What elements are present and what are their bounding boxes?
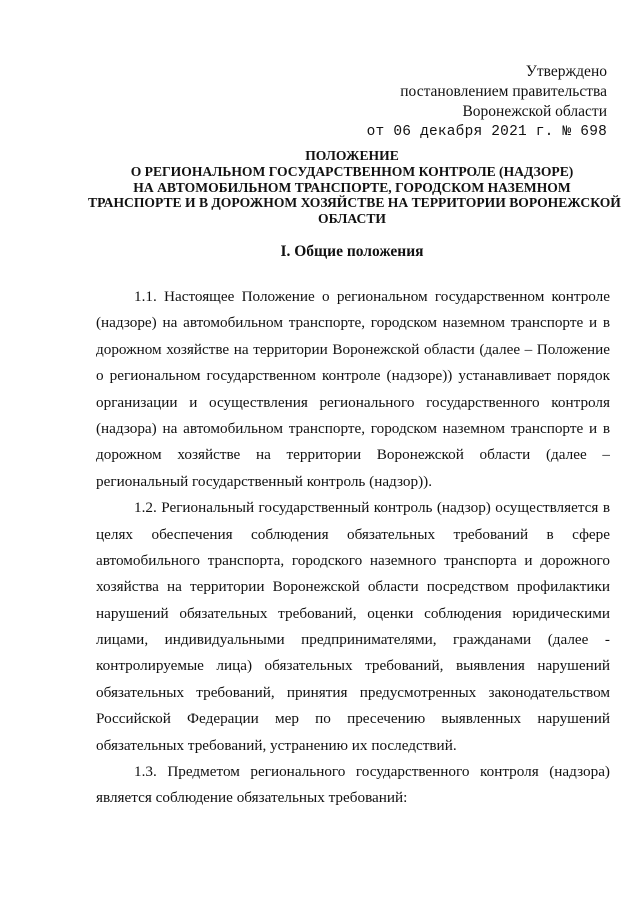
section-heading: I. Общие положения bbox=[280, 243, 424, 260]
paragraph-line: 1.2. Региональный государственный контроль (надзор) осуществляется в bbox=[134, 499, 610, 517]
title-line: ТРАНСПОРТЕ И В ДОРОЖНОМ ХОЗЯЙСТВЕ НА ТЕРРИТОРИИ ВОРОНЕЖСКОЙ bbox=[88, 195, 621, 211]
paragraph-line: является соблюдение обязательных требований: bbox=[96, 789, 408, 807]
paragraph-line: 1.3. Предметом регионального государственного контроля (надзора) bbox=[134, 763, 610, 781]
paragraph-line: о региональном государственном контроле (надзоре)) устанавливает порядок bbox=[96, 367, 610, 385]
paragraph-line: лицами, индивидуальными предпринимателями, гражданами (далее - bbox=[96, 631, 610, 649]
paragraph-line: нарушений обязательных требований, оценки соблюдения юридическими bbox=[96, 604, 610, 622]
paragraph-line: (надзора) на автомобильном транспорте, городском наземном транспорте и в bbox=[96, 419, 610, 437]
paragraph bbox=[96, 284, 610, 495]
approval-line: постановлением правительства bbox=[400, 83, 607, 100]
title-line: О РЕГИОНАЛЬНОМ ГОСУДАРСТВЕННОМ КОНТРОЛЕ (НАДЗОРЕ) bbox=[130, 163, 574, 179]
paragraph-line: региональный государственный контроль (надзор)). bbox=[96, 472, 432, 490]
document-title bbox=[88, 148, 621, 227]
title-line: ПОЛОЖЕНИЕ bbox=[305, 148, 399, 163]
title-line: НА АВТОМОБИЛЬНОМ ТРАНСПОРТЕ, ГОРОДСКОМ НАЗЕМНОМ bbox=[133, 179, 571, 195]
approval-block bbox=[367, 62, 607, 142]
paragraph bbox=[96, 495, 610, 759]
paragraph-line: дорожном хозяйстве на территории Воронежской области (далее – Положение bbox=[96, 340, 610, 358]
paragraph-line: обязательных требований, устранению их последствий. bbox=[96, 736, 457, 754]
approval-line: Утверждено bbox=[525, 63, 607, 80]
title-line: ОБЛАСТИ bbox=[318, 211, 386, 227]
paragraph-line: хозяйства на территории Воронежской области посредством профилактики bbox=[96, 578, 610, 596]
paragraph-line: (надзоре) на автомобильном транспорте, городском наземном транспорте и в bbox=[96, 314, 610, 332]
paragraph-line: целях обеспечения соблюдения обязательных требований в сфере bbox=[96, 525, 610, 543]
approval-date-number: от 06 декабря 2021 г. № 698 bbox=[366, 124, 607, 140]
paragraph-line: дорожном хозяйстве на территории Воронежской области (далее – bbox=[96, 446, 610, 464]
document-body bbox=[96, 284, 610, 812]
paragraph-line: Российской Федерации мер по пресечению выявленных нарушений bbox=[96, 710, 610, 728]
approval-line: Воронежской области bbox=[462, 103, 607, 120]
paragraph-line: организации и осуществления регионального государственного контроля bbox=[96, 393, 610, 411]
paragraph-line: автомобильного транспорта, городского наземного транспорта и дорожного bbox=[96, 551, 610, 569]
paragraph-line: контролируемые лица) обязательных требований, выявления нарушений bbox=[96, 657, 610, 675]
paragraph bbox=[96, 759, 610, 812]
paragraph-line: 1.1. Настоящее Положение о региональном государственном контроле bbox=[134, 288, 610, 305]
paragraph-line: обязательных требований, принятия предусмотренных законодательством bbox=[96, 683, 610, 701]
